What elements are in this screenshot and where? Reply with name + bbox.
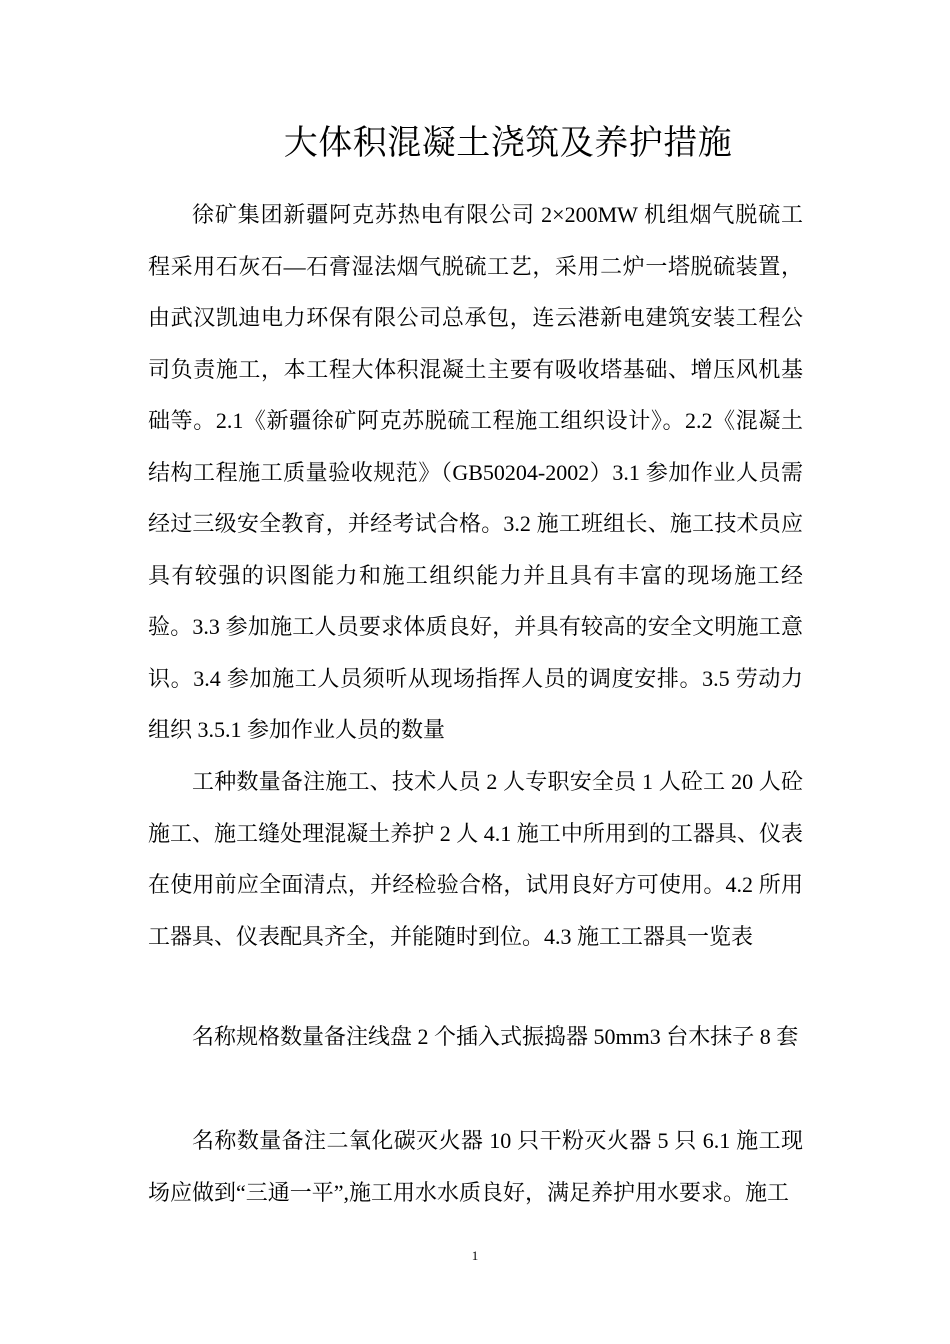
paragraph-personnel-tools: 工种数量备注施工、技术人员 2 人专职安全员 1 人砼工 20 人砼施工、施工缝处理混凝土养护 2 人 4.1 施工中所用到的工器具、仪表在使用前应全面清点，并经检验合格，试用良好方可使用。4.2 所用工器具、仪表配具齐全，并能随时到位。4.3 施工工器具一览表	[148, 769, 803, 949]
page-number: 1	[471, 1248, 479, 1263]
paragraph-tool-list: 名称规格数量备注线盘 2 个插入式振捣器 50mm3 台木抹子 8 套	[192, 1024, 799, 1049]
paragraph-intro: 徐矿集团新疆阿克苏热电有限公司 2×200MW 机组烟气脱硫工程采用石灰石—石膏湿法烟气脱硫工艺，采用二炉一塔脱硫装置，由武汉凯迪电力环保有限公司总承包，连云港新电建筑安装工程公司负责施工，本工程大体积混凝土主要有吸收塔基础、增压风机基础等。2.1《新疆徐矿阿克苏脱硫工程施工组织设计》。2.2《混凝土结构工程施工质量验收规范》（GB50204-2002）3.1 参加作业人员需经过三级安全教育，并经考试合格。3.2 施工班组长、施工技术员应具有较强的识图能力和施工组织能力并且具有丰富的现场施工经验。3.3 参加施工人员要求体质良好，并具有较高的安全文明施工意识。3.4 参加施工人员须听从现场指挥人员的调度安排。3.5 劳动力组织 3.5.1 参加作业人员的数量	[148, 202, 803, 742]
paragraph-fire-equipment: 名称数量备注二氧化碳灭火器 10 只干粉灭火器 5 只 6.1 施工现场应做到“三通一平”,施工用水水质良好，满足养护用水要求。施工	[148, 1128, 803, 1205]
document-title: 大体积混凝土浇筑及养护措施	[283, 125, 733, 162]
